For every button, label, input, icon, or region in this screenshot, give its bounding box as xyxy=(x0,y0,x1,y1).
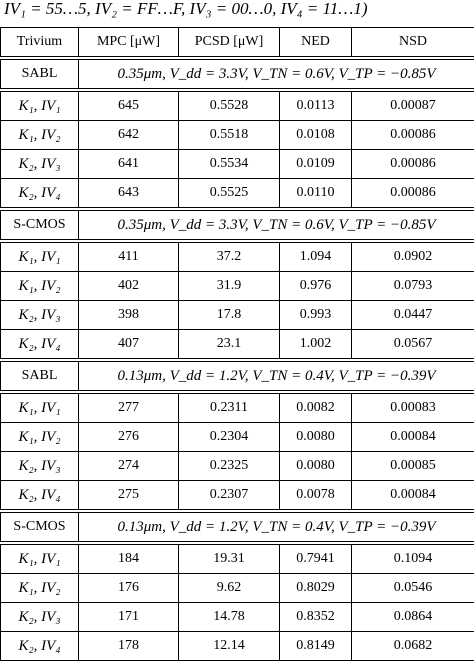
row-config: K₂, IV₃ xyxy=(1,603,79,632)
cell-ned: 0.0113 xyxy=(280,90,352,121)
cell-ned: 1.002 xyxy=(280,330,352,361)
row-config: K₁, IV₂ xyxy=(1,121,79,150)
cell-mpc: 643 xyxy=(79,179,179,210)
table-row xyxy=(1,632,474,661)
table-row xyxy=(1,603,474,632)
cell-nsd: 0.0546 xyxy=(352,574,474,603)
cell-pcsd: 0.2307 xyxy=(179,481,280,512)
header-row xyxy=(1,28,474,59)
header-mpc: MPC [μW] xyxy=(79,28,179,59)
table-row xyxy=(1,330,474,361)
row-config: K₁, IV₂ xyxy=(1,574,79,603)
section-header-row xyxy=(1,511,474,543)
table-row xyxy=(1,301,474,330)
cell-nsd: 0.0793 xyxy=(352,272,474,301)
table-row xyxy=(1,423,474,452)
row-config: K₁, IV₁ xyxy=(1,392,79,423)
section-technology: S-CMOS xyxy=(1,511,79,543)
table-row xyxy=(1,121,474,150)
cell-pcsd: 0.5525 xyxy=(179,179,280,210)
section-params: 0.13μm, V_dd = 1.2V, V_TN = 0.4V, V_TP = −0.39V xyxy=(79,360,474,392)
table-row xyxy=(1,392,474,423)
cell-pcsd: 0.5534 xyxy=(179,150,280,179)
cell-mpc: 407 xyxy=(79,330,179,361)
cell-mpc: 171 xyxy=(79,603,179,632)
cell-pcsd: 9.62 xyxy=(179,574,280,603)
header-nsd: NSD xyxy=(352,28,474,59)
row-config: K₁, IV₁ xyxy=(1,241,79,272)
section-header-row xyxy=(1,209,474,241)
cell-nsd: 0.0864 xyxy=(352,603,474,632)
row-config: K₂, IV₄ xyxy=(1,330,79,361)
cell-nsd: 0.00087 xyxy=(352,90,474,121)
results-table xyxy=(0,27,474,661)
cell-mpc: 176 xyxy=(79,574,179,603)
section-params: 0.13μm, V_dd = 1.2V, V_TN = 0.4V, V_TP = −0.39V xyxy=(79,511,474,543)
cell-nsd: 0.0567 xyxy=(352,330,474,361)
cell-pcsd: 17.8 xyxy=(179,301,280,330)
table-row xyxy=(1,543,474,574)
cell-mpc: 276 xyxy=(79,423,179,452)
header-ned: NED xyxy=(280,28,352,59)
header-trivium: Trivium xyxy=(1,28,79,59)
cell-ned: 1.094 xyxy=(280,241,352,272)
row-config: K₂, IV₄ xyxy=(1,179,79,210)
section-params: 0.35μm, V_dd = 3.3V, V_TN = 0.6V, V_TP = −0.85V xyxy=(79,58,474,90)
cell-mpc: 178 xyxy=(79,632,179,661)
row-config: K₂, IV₃ xyxy=(1,452,79,481)
section-header-row xyxy=(1,360,474,392)
row-config: K₁, IV₂ xyxy=(1,423,79,452)
table-row xyxy=(1,481,474,512)
cell-ned: 0.8149 xyxy=(280,632,352,661)
cell-pcsd: 0.2311 xyxy=(179,392,280,423)
cell-mpc: 645 xyxy=(79,90,179,121)
cell-nsd: 0.1094 xyxy=(352,543,474,574)
cell-pcsd: 0.5518 xyxy=(179,121,280,150)
cell-nsd: 0.00086 xyxy=(352,121,474,150)
cell-mpc: 641 xyxy=(79,150,179,179)
section-header-row xyxy=(1,58,474,90)
cell-ned: 0.0082 xyxy=(280,392,352,423)
table-row xyxy=(1,150,474,179)
cell-pcsd: 0.2304 xyxy=(179,423,280,452)
table-row xyxy=(1,452,474,481)
section-technology: SABL xyxy=(1,58,79,90)
cell-ned: 0.0078 xyxy=(280,481,352,512)
cell-pcsd: 19.31 xyxy=(179,543,280,574)
cell-ned: 0.0110 xyxy=(280,179,352,210)
cell-pcsd: 12.14 xyxy=(179,632,280,661)
cell-nsd: 0.00086 xyxy=(352,179,474,210)
cell-ned: 0.976 xyxy=(280,272,352,301)
row-config: K₂, IV₄ xyxy=(1,632,79,661)
table-caption: IV₁ = 55…5, IV₂ = FF…F, IV₃ = 00…0, IV₄ = 11…1) xyxy=(0,0,474,22)
table-row xyxy=(1,272,474,301)
cell-ned: 0.993 xyxy=(280,301,352,330)
cell-pcsd: 23.1 xyxy=(179,330,280,361)
header-pcsd: PCSD [μW] xyxy=(179,28,280,59)
cell-pcsd: 37.2 xyxy=(179,241,280,272)
cell-nsd: 0.00086 xyxy=(352,150,474,179)
cell-mpc: 642 xyxy=(79,121,179,150)
cell-pcsd: 0.5528 xyxy=(179,90,280,121)
cell-mpc: 398 xyxy=(79,301,179,330)
cell-ned: 0.0080 xyxy=(280,452,352,481)
cell-ned: 0.0080 xyxy=(280,423,352,452)
table-row xyxy=(1,574,474,603)
row-config: K₂, IV₃ xyxy=(1,301,79,330)
row-config: K₁, IV₁ xyxy=(1,543,79,574)
cell-nsd: 0.0682 xyxy=(352,632,474,661)
cell-ned: 0.8352 xyxy=(280,603,352,632)
cell-nsd: 0.00084 xyxy=(352,423,474,452)
row-config: K₁, IV₁ xyxy=(1,90,79,121)
section-technology: S-CMOS xyxy=(1,209,79,241)
cell-nsd: 0.00085 xyxy=(352,452,474,481)
cell-ned: 0.0109 xyxy=(280,150,352,179)
row-config: K₁, IV₂ xyxy=(1,272,79,301)
cell-mpc: 411 xyxy=(79,241,179,272)
cell-ned: 0.8029 xyxy=(280,574,352,603)
cell-pcsd: 14.78 xyxy=(179,603,280,632)
cell-nsd: 0.0902 xyxy=(352,241,474,272)
section-params: 0.35μm, V_dd = 3.3V, V_TN = 0.6V, V_TP = −0.85V xyxy=(79,209,474,241)
row-config: K₂, IV₃ xyxy=(1,150,79,179)
cell-ned: 0.0108 xyxy=(280,121,352,150)
cell-ned: 0.7941 xyxy=(280,543,352,574)
cell-mpc: 402 xyxy=(79,272,179,301)
cell-nsd: 0.00083 xyxy=(352,392,474,423)
cell-nsd: 0.0447 xyxy=(352,301,474,330)
table-row xyxy=(1,241,474,272)
cell-mpc: 277 xyxy=(79,392,179,423)
cell-mpc: 274 xyxy=(79,452,179,481)
row-config: K₂, IV₄ xyxy=(1,481,79,512)
cell-pcsd: 31.9 xyxy=(179,272,280,301)
cell-nsd: 0.00084 xyxy=(352,481,474,512)
table-row xyxy=(1,90,474,121)
cell-mpc: 184 xyxy=(79,543,179,574)
section-technology: SABL xyxy=(1,360,79,392)
cell-mpc: 275 xyxy=(79,481,179,512)
cell-pcsd: 0.2325 xyxy=(179,452,280,481)
table-row xyxy=(1,179,474,210)
